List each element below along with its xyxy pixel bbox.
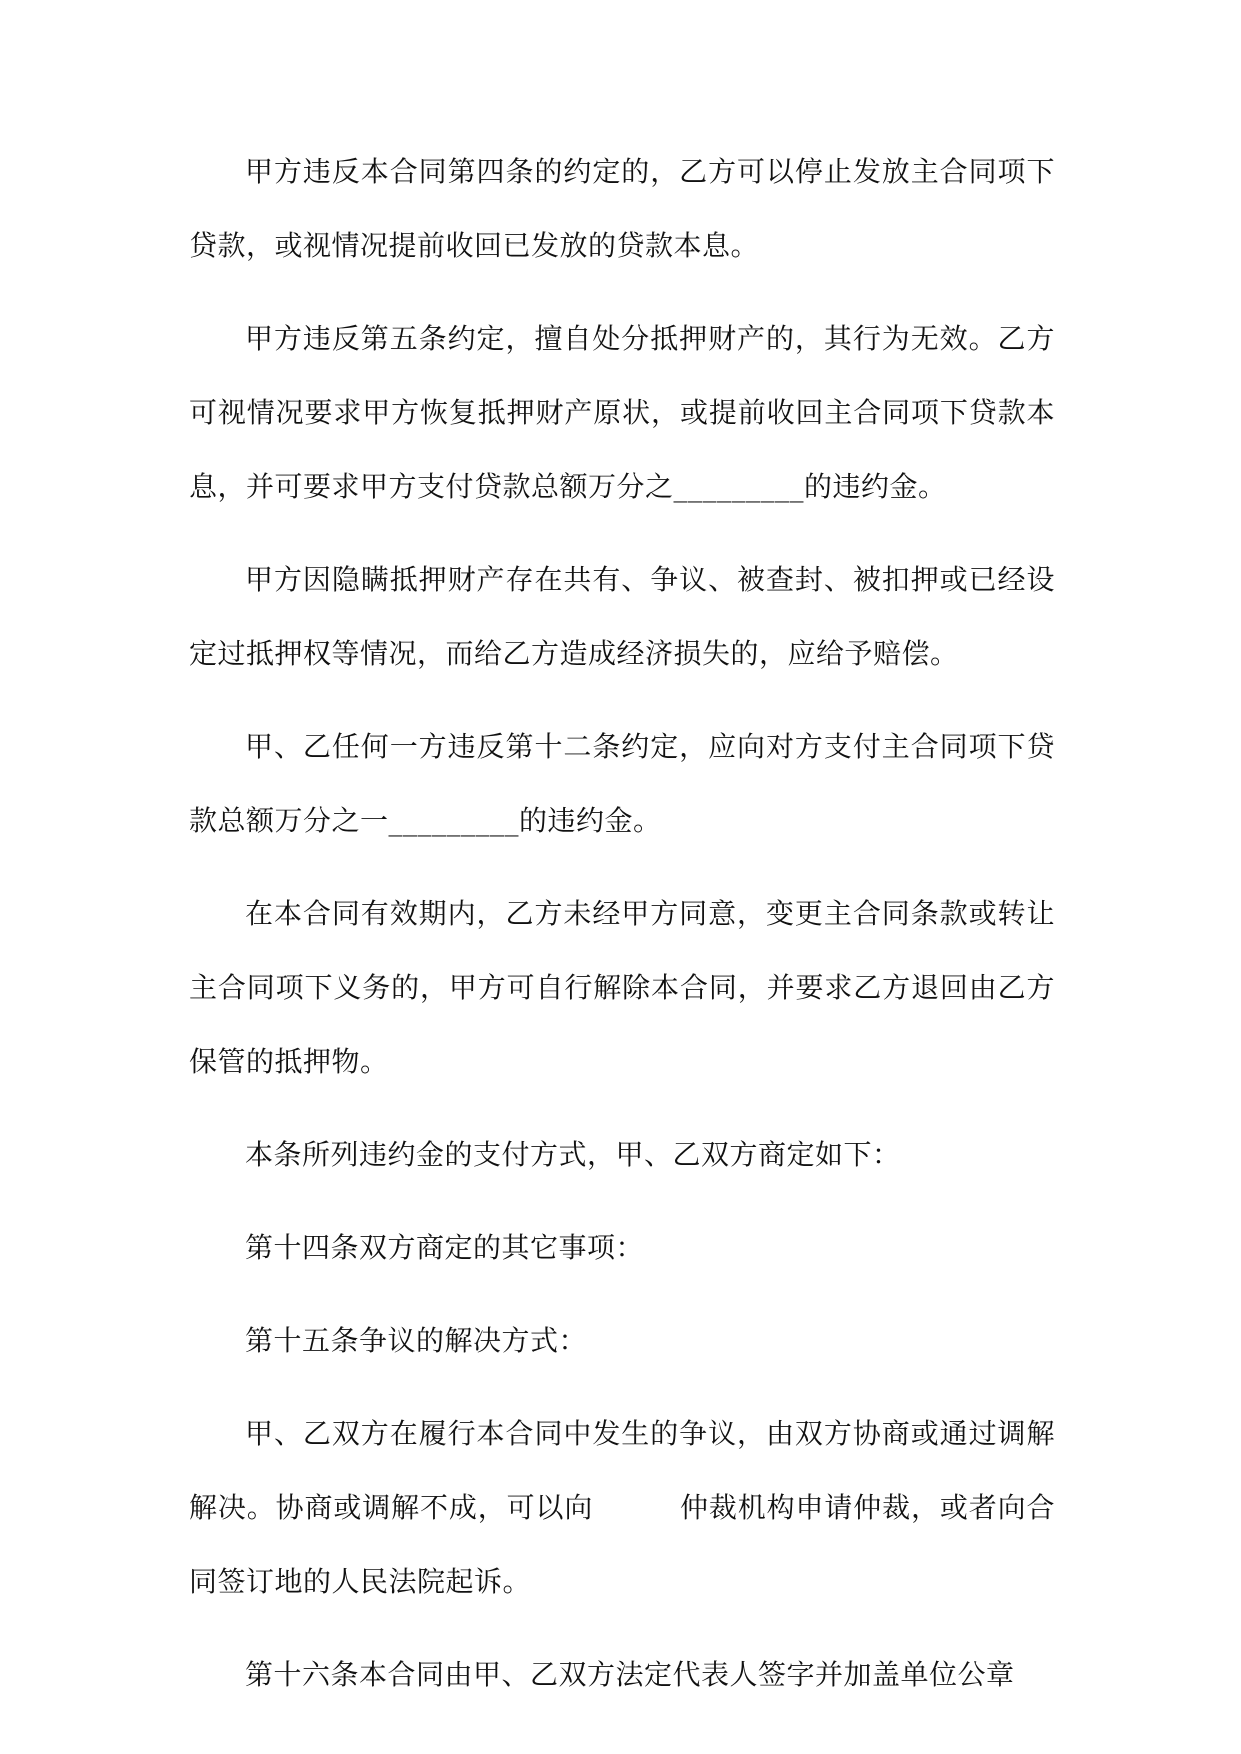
paragraph-concealment-compensation: 甲方因隐瞒抵押财产存在共有、争议、被查封、被扣押或已经设定过抵押权等情况，而给乙方造成经济损失的，应给予赔偿。 [189,563,1055,670]
paragraph-article-15: 第十五条争议的解决方式： [245,1324,588,1357]
paragraph-unilateral-change: 在本合同有效期内，乙方未经甲方同意，变更主合同条款或转让主合同项下义务的，甲方可自行解除本合同，并要求乙方退回由乙方保管的抵押物。 [189,897,1055,1078]
paragraph-penalty-payment: 本条所列违约金的支付方式，甲、乙双方商定如下： [245,1138,901,1171]
paragraph-unauthorized-disposal: 甲方违反第五条约定，擅自处分抵押财产的，其行为无效。乙方可视情况要求甲方恢复抵押财产原状，或提前收回主合同项下贷款本息，并可要求甲方支付贷款总额万分之_________的违约金。 [189,322,1055,503]
paragraph-article-12-breach: 甲、乙任何一方违反第十二条约定，应向对方支付主合同项下贷款总额万分之一_________的违约金。 [189,730,1055,837]
paragraph-dispute-resolution: 甲、乙双方在履行本合同中发生的争议，由双方协商或通过调解解决。协商或调解不成，可以向 仲裁机构申请仲裁，或者向合同签订地的人民法院起诉。 [189,1417,1055,1598]
document-body [189,135,1055,1731]
paragraph-suspend-loan: 甲方违反本合同第四条的约定的，乙方可以停止发放主合同项下贷款，或视情况提前收回已发放的贷款本息。 [189,155,1055,262]
paragraph-article-14: 第十四条双方商定的其它事项： [245,1231,645,1264]
paragraph-article-16: 第十六条本合同由甲、乙双方法定代表人签字并加盖单位公章 [245,1658,1015,1691]
